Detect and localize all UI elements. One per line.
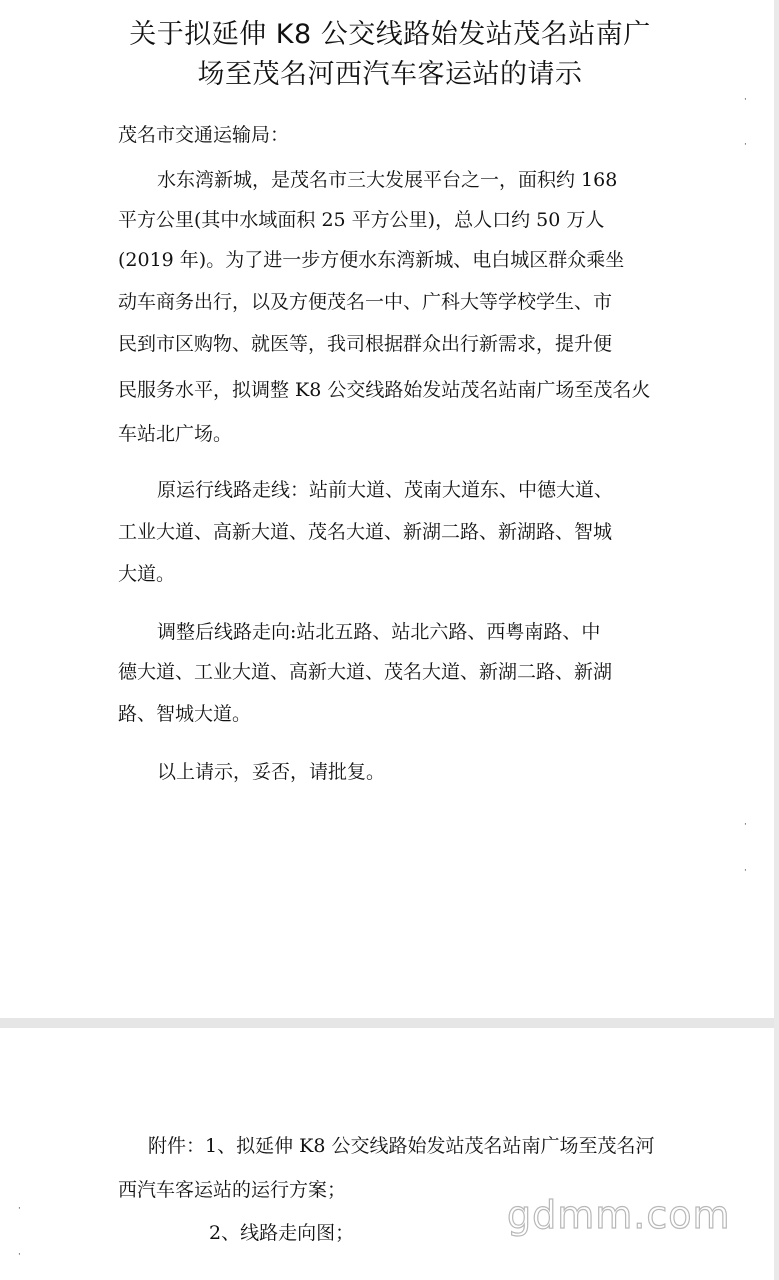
paragraph-1-line: 动车商务出行，以及方便茂名一中、广科大等学校学生、市 [118,291,613,313]
page-separator [0,1018,779,1028]
paragraph-2-line: 大道。 [118,563,176,585]
paragraph-1-line: 水东湾新城，是茂名市三大发展平台之一，面积约 168 [157,169,618,191]
paragraph-1-line: 平方公里(其中水域面积 25 平方公里)，总人口约 50 万人 [118,209,605,231]
paragraph-3-line: 德大道、工业大道、高新大道、茂名大道、新湖二路、新湖 [118,661,613,683]
paragraph-2-line: 原运行线路走线：站前大道、茂南大道东、中德大道、 [157,479,614,501]
document-title-line-2: 场至茂名河西汽车客运站的请示 [197,59,583,90]
attachment-line: 2、线路走向图； [209,1222,355,1244]
document-page-2 [0,1028,774,1280]
scan-speck: · [18,1250,21,1260]
scan-speck: · [744,866,747,876]
document-title-line-1: 关于拟延伸 K8 公交线路始发站茂名站南广 [129,19,651,50]
site-watermark: gdmm.com [507,1193,731,1237]
scan-speck: · [18,1204,21,1214]
paragraph-1-line: 车站北广场。 [118,423,233,445]
paragraph-1-line: 民到市区购物、就医等，我司根据群众出行新需求，提升便 [118,333,613,355]
paragraph-1-line: 民服务水平，拟调整 K8 公交线路始发站茂名站南广场至茂名火 [118,379,651,401]
attachment-line: 附件：1、拟延伸 K8 公交线路始发站茂名站南广场至茂名河 [148,1135,655,1157]
scan-speck: · [744,820,747,830]
paragraph-1-line: (2019 年)。为了进一步方便水东湾新城、电白城区群众乘坐 [118,249,625,271]
addressee: 茂名市交通运输局： [118,124,290,146]
paragraph-3-line: 调整后线路走向:站北五路、站北六路、西粤南路、中 [157,621,601,643]
closing-line: 以上请示，妥否，请批复。 [157,761,386,783]
paragraph-2-line: 工业大道、高新大道、茂名大道、新湖二路、新湖路、智城 [118,521,613,543]
attachment-line: 西汽车客运站的运行方案； [118,1179,347,1201]
scan-speck: · [744,140,747,150]
scan-right-edge [774,0,779,1280]
scan-speck: · [744,95,747,105]
paragraph-3-line: 路、智城大道。 [118,703,252,725]
